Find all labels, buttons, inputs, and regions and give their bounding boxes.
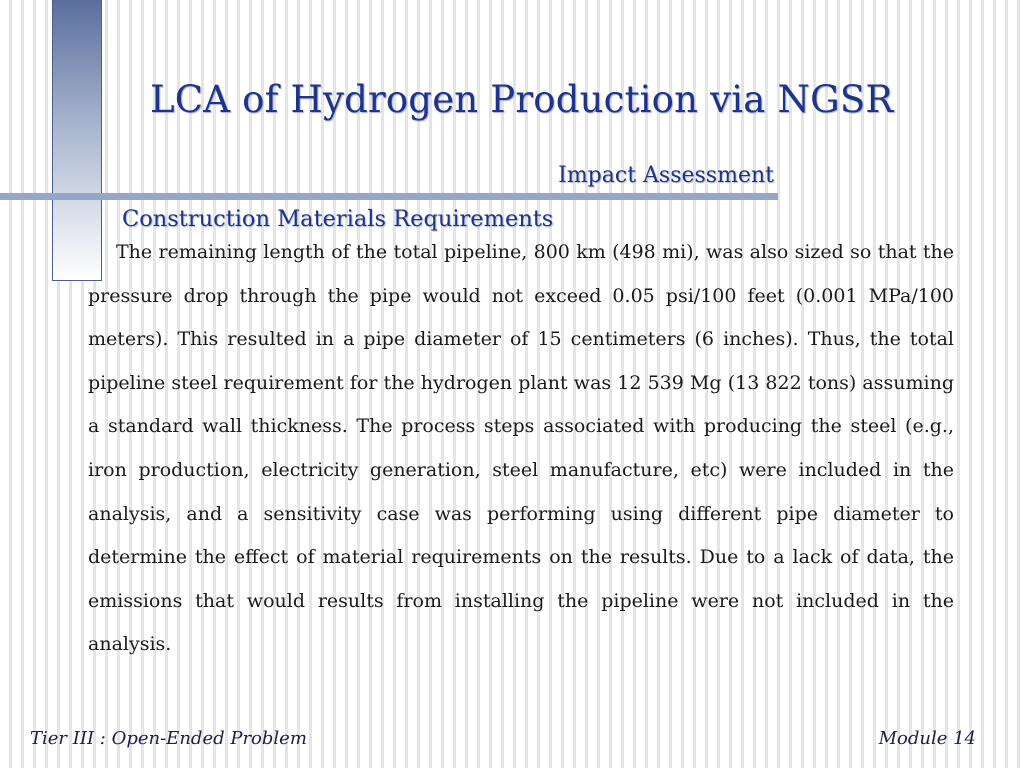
slide-title: LCA of Hydrogen Production via NGSR — [150, 78, 894, 121]
body-paragraph: The remaining length of the total pipeline, 800 km (498 mi), was also sized so that the pressure drop through the pipe would not exceed 0.05 psi/100 feet (0.001 MPa/100 meters). This resulted in a pipe diameter of 15 centimeters (6 inches). Thus, the total pipeline steel requirement for the hydrogen plant was 12 539 Mg (13 822 tons) assuming a standard wall thickness. The process steps associated with producing the steel (e.g., iron production, electricity generation, steel manufacture, etc) were included in the analysis, and a sensitivity case was performing using different pipe diameter to determine the effect of material requirements on the results. Due to a lack of data, the emissions that would results from installing the pipeline were not included in the analysis. — [88, 241, 954, 656]
footer-module-label: Module 14 — [878, 728, 976, 749]
footer-tier-label: Tier III : Open-Ended Problem — [30, 728, 307, 749]
decorative-horizontal-rule — [0, 193, 778, 200]
slide-subtitle: Impact Assessment — [558, 163, 774, 188]
section-heading: Construction Materials Requirements — [122, 206, 554, 232]
